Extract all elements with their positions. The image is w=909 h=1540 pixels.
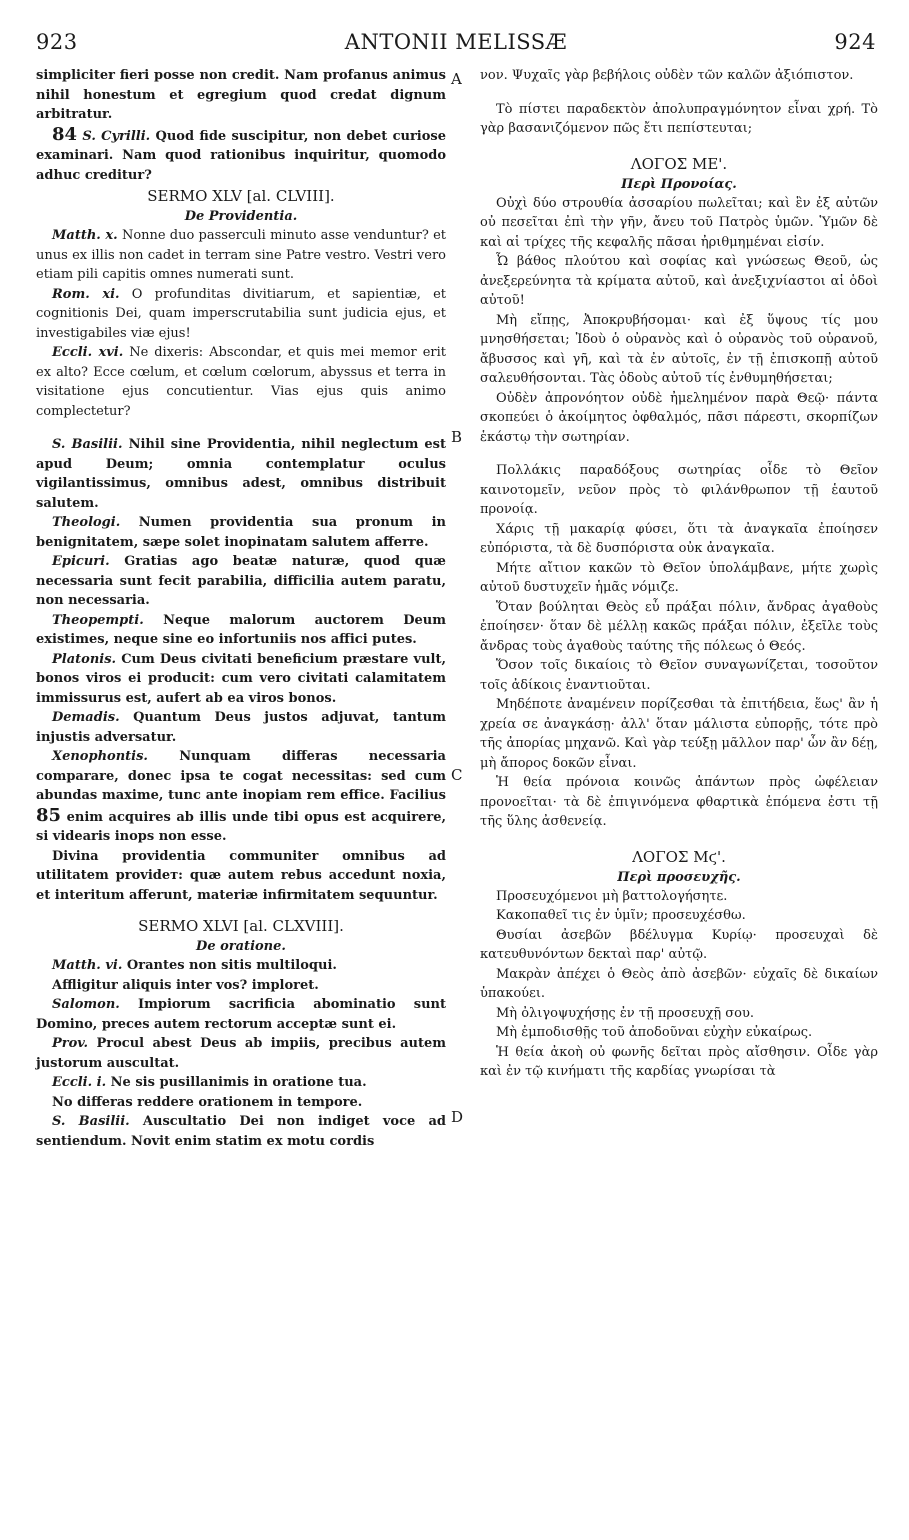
latin-text: Procul abest Deus ab impiis, precibus autem justorum auscultat. xyxy=(36,1036,446,1071)
latin-paragraph xyxy=(36,995,446,1034)
greek-paragraph: Τὸ πίστει παραδεκτὸν ἀπολυπραγμόνητον εἶναι χρή. Τὸ γὰρ βασανιζόμενον πῶς ἔτι πεπίστευται; xyxy=(480,101,878,136)
latin-text: Neque malorum auctorem Deum existimes, neque sine eo infortuniis nos affici putes. xyxy=(36,612,447,647)
greek-column xyxy=(480,66,878,1082)
latin-column xyxy=(36,66,446,1151)
latin-paragraph xyxy=(36,1073,446,1093)
latin-text: Impiorum sacrificia abominatio sunt Domino, preces autem rectorum acceptæ sunt ei. xyxy=(36,997,446,1032)
sermon-heading: SERMO XLV [al. CLVIII]. xyxy=(147,187,335,205)
latin-text: Nonne duo passerculi minuto asse venduntur? et unus ex illis non cadet in terram sine Patre vestro. Vestri vero etiam pili capitis omnes numerati sunt. xyxy=(36,228,446,282)
latin-paragraph xyxy=(36,747,446,847)
greek-paragraph: Ἡ θεία ἀκοὴ οὐ φωνῆς δεῖται πρὸς αἴσθησιν. Οἶδε γὰρ καὶ ἐν τῷ κινήματι τῆς καρδίας γνωρίσαι τὰ xyxy=(480,1044,878,1079)
sermon-subheading: De oratione. xyxy=(196,939,286,954)
greek-paragraph: Οὐδὲν ἀπρονόητον οὐδὲ ἠμελημένον παρὰ Θεῷ· πάντα σκοπεύει ὁ ἀκοίμητος ὀφθαλμός, πᾶσι πάρεστι, σκορπίζων ἑκάστῳ τὴν σωτηρίαν. xyxy=(480,390,878,445)
latin-text: Gratias ago beatæ naturæ, quod quæ necessaria sunt fecit parabilia, difficilia autem paratu, non necessaria. xyxy=(36,554,446,608)
latin-paragraph: simpliciter fieri posse non credit. Nam profanus animus nihil honestum et egregium quod credat dignum arbitratur. xyxy=(36,68,446,122)
latin-paragraph: Affligitur aliquis inter vos? imploret. xyxy=(52,977,319,993)
latin-text: Nihil sine Providentia, nihil neglectum est apud Deum; omnia contemplatur oculus vigilantissimus, omnibus adest, omnibus distribuit salutem. xyxy=(36,437,446,511)
sermon-subheading: De Providentia. xyxy=(184,209,298,224)
latin-paragraph xyxy=(36,650,446,709)
latin-paragraph xyxy=(36,552,446,611)
latin-paragraph xyxy=(36,1112,446,1151)
latin-paragraph xyxy=(36,708,446,747)
page-number-left: 923 xyxy=(36,30,78,54)
source-reference: Epicuri. xyxy=(52,554,110,569)
latin-paragraph: No differas reddere orationem in tempore. xyxy=(52,1094,363,1110)
sermon-heading: ΛΟΓΟΣ Μϛ'. xyxy=(632,847,726,866)
source-reference: Theopempti. xyxy=(52,612,144,628)
latin-paragraph xyxy=(36,513,446,552)
margin-marker-c: C xyxy=(451,766,463,784)
sermon-subheading: Περὶ προσευχῆς. xyxy=(617,869,741,885)
latin-text: Orantes non sitis multiloqui. xyxy=(126,958,337,973)
latin-text: Ne dixeris: Abscondar, et quis mei memor erit ex alto? Ecce cœlum, et cœlum cœlorum, abyssus et terra in visitatione ejus concutientur. Vias ejus quis animo complectetur? xyxy=(36,345,447,419)
source-reference: Matth. vi. xyxy=(52,958,123,973)
page-number-right: 924 xyxy=(834,30,876,54)
margin-marker-d: D xyxy=(451,1108,464,1126)
greek-paragraph: Μακρὰν ἀπέχει ὁ Θεὸς ἀπὸ ἀσεβῶν· εὐχαῖς δὲ δικαίων ὑπακούει. xyxy=(480,966,878,1001)
source-reference: Prov. xyxy=(52,1036,89,1051)
sermon-heading: SERMO XLVI [al. CLXVIII]. xyxy=(138,917,344,935)
greek-paragraph: Κακοπαθεῖ τις ἐν ὑμῖν; προσευχέσθω. xyxy=(496,908,746,923)
section-number: 85 xyxy=(36,804,62,826)
latin-paragraph xyxy=(36,611,446,650)
latin-paragraph xyxy=(36,343,446,421)
greek-paragraph: Ὅσον τοῖς δικαίοις τὸ Θεῖον συναγωνίζεται, τοσοῦτον τοῖς ἀδίκοις ἐναντιοῦται. xyxy=(480,658,878,693)
latin-text: Auscultatio Dei non indiget voce ad sentiendum. Novit enim statim ex motu cordis xyxy=(36,1114,446,1149)
greek-paragraph: νον. Ψυχαῖς γὰρ βεβήλοις οὐδὲν τῶν καλῶν ἀξιόπιστον. xyxy=(480,68,854,83)
source-reference: Salomon. xyxy=(52,997,120,1012)
greek-paragraph: Θυσίαι ἀσεβῶν βδέλυγμα Κυρίῳ· προσευχαὶ δὲ κατευθυνόντων δεκταὶ παρ' αὐτῷ. xyxy=(480,927,878,962)
running-header xyxy=(36,30,876,60)
latin-paragraph xyxy=(36,226,446,285)
margin-marker-b: B xyxy=(451,428,463,446)
source-reference: Theologi. xyxy=(52,515,121,530)
greek-paragraph: Οὐχὶ δύο στρουθία ἀσσαρίου πωλεῖται; καὶ ἓν ἐξ αὐτῶν οὐ πεσεῖται ἐπὶ τὴν γῆν, ἄνευ τοῦ Πατρὸς ὑμῶν. Ὑμῶν δὲ καὶ αἱ τρίχες τῆς κεφαλῆς πᾶσαι ἠριθμημέναι εἰσίν. xyxy=(480,195,878,250)
sermon-subheading: Περὶ Προνοίας. xyxy=(621,176,737,192)
source-reference: S. Cyrilli. xyxy=(82,128,151,144)
source-reference: S. Basilii. xyxy=(52,437,123,452)
source-reference: Eccli. i. xyxy=(52,1075,107,1090)
latin-paragraph xyxy=(36,956,446,976)
latin-paragraph xyxy=(36,1034,446,1073)
greek-paragraph: Ὦ βάθος πλούτου καὶ σοφίας καὶ γνώσεως Θεοῦ, ὡς ἀνεξερεύνητα τὰ κρίματα αὐτοῦ, καὶ ἀνεξιχνίαστοι αἱ ὁδοὶ αὐτοῦ! xyxy=(480,254,878,308)
greek-paragraph: Ὅταν βούληται Θεὸς εὖ πράξαι πόλιν, ἄνδρας ἀγαθοὺς ἐποίησεν· ὅταν δὲ μέλλῃ κακῶς πράξαι πόλιν, ἐξεῖλε τοὺς ἄνδρας τοὺς ἀγαθοὺς ταύτης τῆς πόλεως ὁ Θεός. xyxy=(480,599,878,654)
greek-paragraph: Προσευχόμενοι μὴ βαττολογήσητε. xyxy=(496,888,728,904)
latin-paragraph xyxy=(36,285,446,344)
source-reference: Demadis. xyxy=(52,710,120,725)
latin-text: Quantum Deus justos adjuvat, tantum injustis adversatur. xyxy=(36,710,446,745)
latin-text: Quod fide suscipitur, non debet curiose examinari. Nam quod rationibus inquiritur, quomodo adhuc creditur? xyxy=(36,128,447,183)
latin-paragraph: Divina providentia communiter omnibus ad utilitatem provideт: quæ autem rebus accedunt noxia, et interitum afferunt, materiæ infirmitatem sequuntur. xyxy=(36,848,446,903)
margin-marker-a: A xyxy=(451,70,462,88)
source-reference: Rom. xi. xyxy=(52,286,120,302)
greek-paragraph: Μὴ ὀλιγοψυχήσῃς ἐν τῇ προσευχῇ σου. xyxy=(496,1005,755,1021)
sermon-heading: ΛΟΓΟΣ ΜΕ'. xyxy=(630,154,728,173)
greek-paragraph: Μηδέποτε ἀναμένειν πορίζεσθαι τὰ ἐπιτήδεια, ἕως' ἂν ἡ χρεία σε ἀναγκάσῃ· ἀλλ' ὅταν μάλιστα εὐπορῇς, τότε πρὸ τῆς ἀπορίας μηχανῶ. Καὶ γὰρ τεύξῃ μᾶλλον παρ' ὧν ἂν δέῃ, μὴ ἄπορος δοκῶν εἶναι. xyxy=(480,697,878,771)
latin-text: Cum Deus civitati beneficium præstare vult, bonos viros ei producit: cum vero civitati calamitatem immissurus est, aufert ab ea viros bonos. xyxy=(36,651,446,706)
latin-text: Ne sis pusillanimis in oratione tua. xyxy=(110,1075,367,1090)
source-reference: Platonis. xyxy=(52,651,117,667)
greek-paragraph: Μὴ ἐμποδισθῇς τοῦ ἀποδοῦναι εὐχὴν εὐκαίρως. xyxy=(496,1025,813,1040)
greek-paragraph: Χάρις τῇ μακαρίᾳ φύσει, ὅτι τὰ ἀναγκαῖα ἐποίησεν εὐπόριστα, τὰ δὲ δυσπόριστα οὐκ ἀναγκαῖα. xyxy=(480,521,878,556)
latin-text: Numen providentia sua pronum in benignitatem, sæpe solet inopinatam salutem afferre. xyxy=(36,515,446,550)
greek-paragraph: Ἡ θεία πρόνοια κοινῶς ἁπάντων πρὸς ὠφέλειαν προνοεῖται· τὰ δὲ ἐπιγινόμενα φθαρτικὰ ἑπόμενα ἐστι τῇ τῆς ὕλης ἀσθενείᾳ. xyxy=(480,775,878,829)
latin-paragraph xyxy=(36,435,446,513)
source-reference: Eccli. xvi. xyxy=(52,345,124,360)
running-title: ANTONII MELISSÆ xyxy=(344,30,568,54)
latin-text: O profunditas divitiarum, et sapientiæ, et cognitionis Dei, quam imperscrutabilia sunt judicia ejus, et investigabiles viæ ejus! xyxy=(36,286,447,341)
greek-paragraph: Μήτε αἴτιον κακῶν τὸ Θεῖον ὑπολάμβανε, μήτε χωρὶς αὐτοῦ δυστυχεῖν ἡμᾶς νόμιζε. xyxy=(480,560,878,595)
section-number: 84 xyxy=(52,123,78,145)
greek-paragraph: Μὴ εἴπῃς, Ἀποκρυβήσομαι· καὶ ἐξ ὕψους τίς μου μνησθήσεται; Ἰδοὺ ὁ οὐρανὸς καὶ ὁ οὐρανὸς τοῦ οὐρανοῦ, ἄβυσσος καὶ γῆ, καὶ τὰ ἐν αὐτοῖς, ἐν τῇ ἐπισκοπῇ αὐτοῦ σαλευθήσονται. Τὰς ὁδοὺς αὐτοῦ τίς ἐνθυμηθήσεται; xyxy=(480,312,878,386)
latin-paragraph xyxy=(36,125,446,186)
source-reference: Matth. x. xyxy=(52,228,118,243)
source-reference: Xenophontis. xyxy=(52,749,148,764)
source-reference: S. Basilii. xyxy=(52,1114,130,1129)
latin-text: enim acquires ab illis unde tibi opus est acquirere, si videaris inops non esse. xyxy=(36,809,446,844)
latin-text: Nunquam differas necessaria comparare, donec ipsa te cogat necessitas: sed cum abundas maxime, tunc ante inopiam rem effice. Facilius xyxy=(36,749,446,803)
greek-paragraph: Πολλάκις παραδόξους σωτηρίας οἶδε τὸ Θεῖον καινοτομεῖν, νεῦον πρὸς τὸ φιλάνθρωπον τῇ ἑαυτοῦ προνοίᾳ. xyxy=(480,463,878,517)
